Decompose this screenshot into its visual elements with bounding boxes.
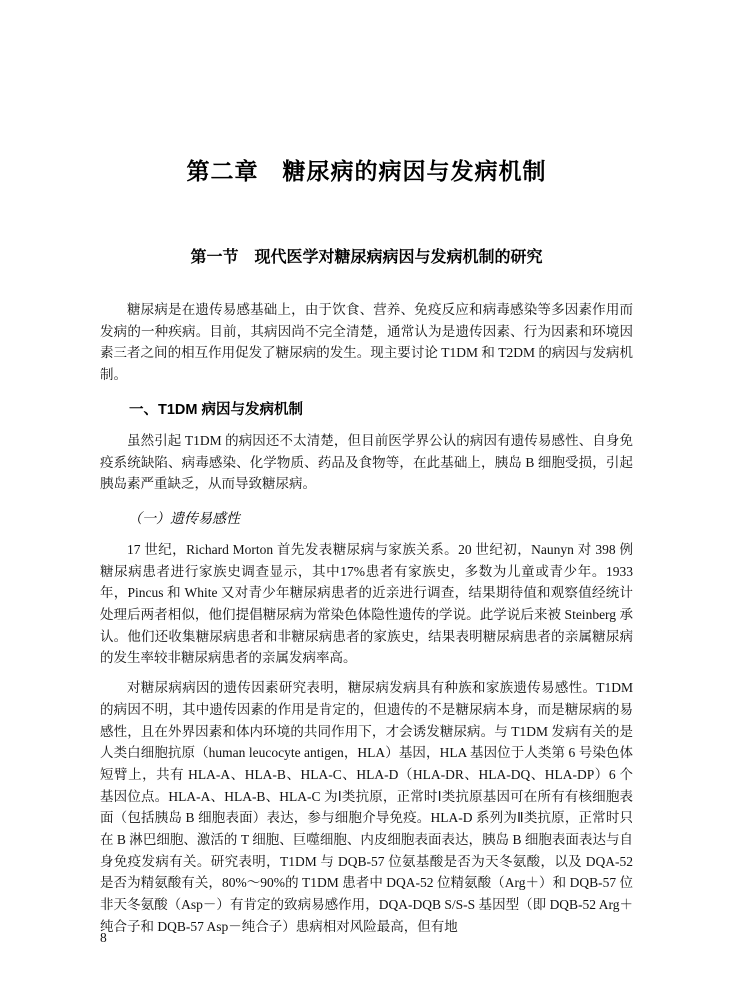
- paragraph-hla-genetics: 对糖尿病病因的遗传因素研究表明，糖尿病发病具有种族和家族遗传易感性。T1DM 的病因不明，其中遗传因素的作用是肯定的，但遗传的不是糖尿病本身，而是糖尿病的易感性，且在外界因素和体内环境的共同作用下，才会诱发糖尿病。与 T1DM 发病有关的是人类白细胞抗原（human leucocyte antigen，HLA）基因，HLA 基因位于人类第 6 号染色体短臂上，共有 HLA-A、HLA-B、HLA-C、HLA-D（HLA-DR、HLA-DQ、HLA-DP）6 个基因位点。HLA-A、HLA-B、HLA-C 为Ⅰ类抗原，正常时Ⅰ类抗原基因可在所有有核细胞表面（包括胰岛 B 细胞表面）表达，参与细胞介导免疫。HLA-D 系列为Ⅱ类抗原，正常时只在 B 淋巴细胞、激活的 T 细胞、巨噬细胞、内皮细胞表面表达，胰岛 B 细胞表面表达与自身免疫发病有关。研究表明，T1DM 与 DQB-57 位氨基酸是否为天冬氨酸，以及 DQA-52 是否为精氨酸有关，80%～90%的 T1DM 患者中 DQA-52 位精氨酸（Arg＋）和 DQB-57 位非天冬氨酸（Asp－）有肯定的致病易感作用，DQA-DQB S/S-S 基因型（即 DQB-52 Arg＋纯合子和 DQB-57 Asp－纯合子）患病相对风险最高，但有地: [100, 680, 633, 934]
- page-number: 8: [100, 930, 107, 945]
- heading-t1dm-etiology: 一、T1DM 病因与发病机制: [129, 401, 303, 418]
- chapter-title: 第二章 糖尿病的病因与发病机制: [186, 159, 547, 184]
- paragraph-family-history: 17 世纪，Richard Morton 首先发表糖尿病与家族关系。20 世纪初，Naunyn 对 398 例糖尿病患者进行家族史调查显示，其中17%患者有家族史，多数为儿童或青少年。1933 年，Pincus 和 White 又对青少年糖尿病患者的近亲进行调查，结果期待值和观察值经统计处理后两者相似，他们提倡糖尿病为常染色体隐性遗传的学说。此学说后来被 Steinberg 承认。他们还收集糖尿病患者和非糖尿病患者的家族史，结果表明糖尿病患者的亲属糖尿病的发生率较非糖尿病患者的亲属发病率高。: [100, 541, 633, 666]
- paragraph-intro: 糖尿病是在遗传易感基础上，由于饮食、营养、免疫反应和病毒感染等多因素作用而发病的一种疾病。目前，其病因尚不完全清楚，通常认为是遗传因素、行为因素和环境因素三者之间的相互作用促发了糖尿病的发生。现主要讨论 T1DM 和 T2DM 的病因与发病机制。: [100, 302, 633, 383]
- heading-genetic-susceptibility: （一）遗传易感性: [128, 511, 240, 527]
- section-title: 第一节 现代医学对糖尿病病因与发病机制的研究: [190, 249, 543, 266]
- paragraph-t1dm-overview: 虽然引起 T1DM 的病因还不太清楚，但目前医学界公认的病因有遗传易感性、自身免疫系统缺陷、病毒感染、化学物质、药品及食物等，在此基础上，胰岛 B 细胞受损，引起胰岛素严重缺乏，从而导致糖尿病。: [100, 432, 633, 492]
- book-page: [100, 0, 633, 1005]
